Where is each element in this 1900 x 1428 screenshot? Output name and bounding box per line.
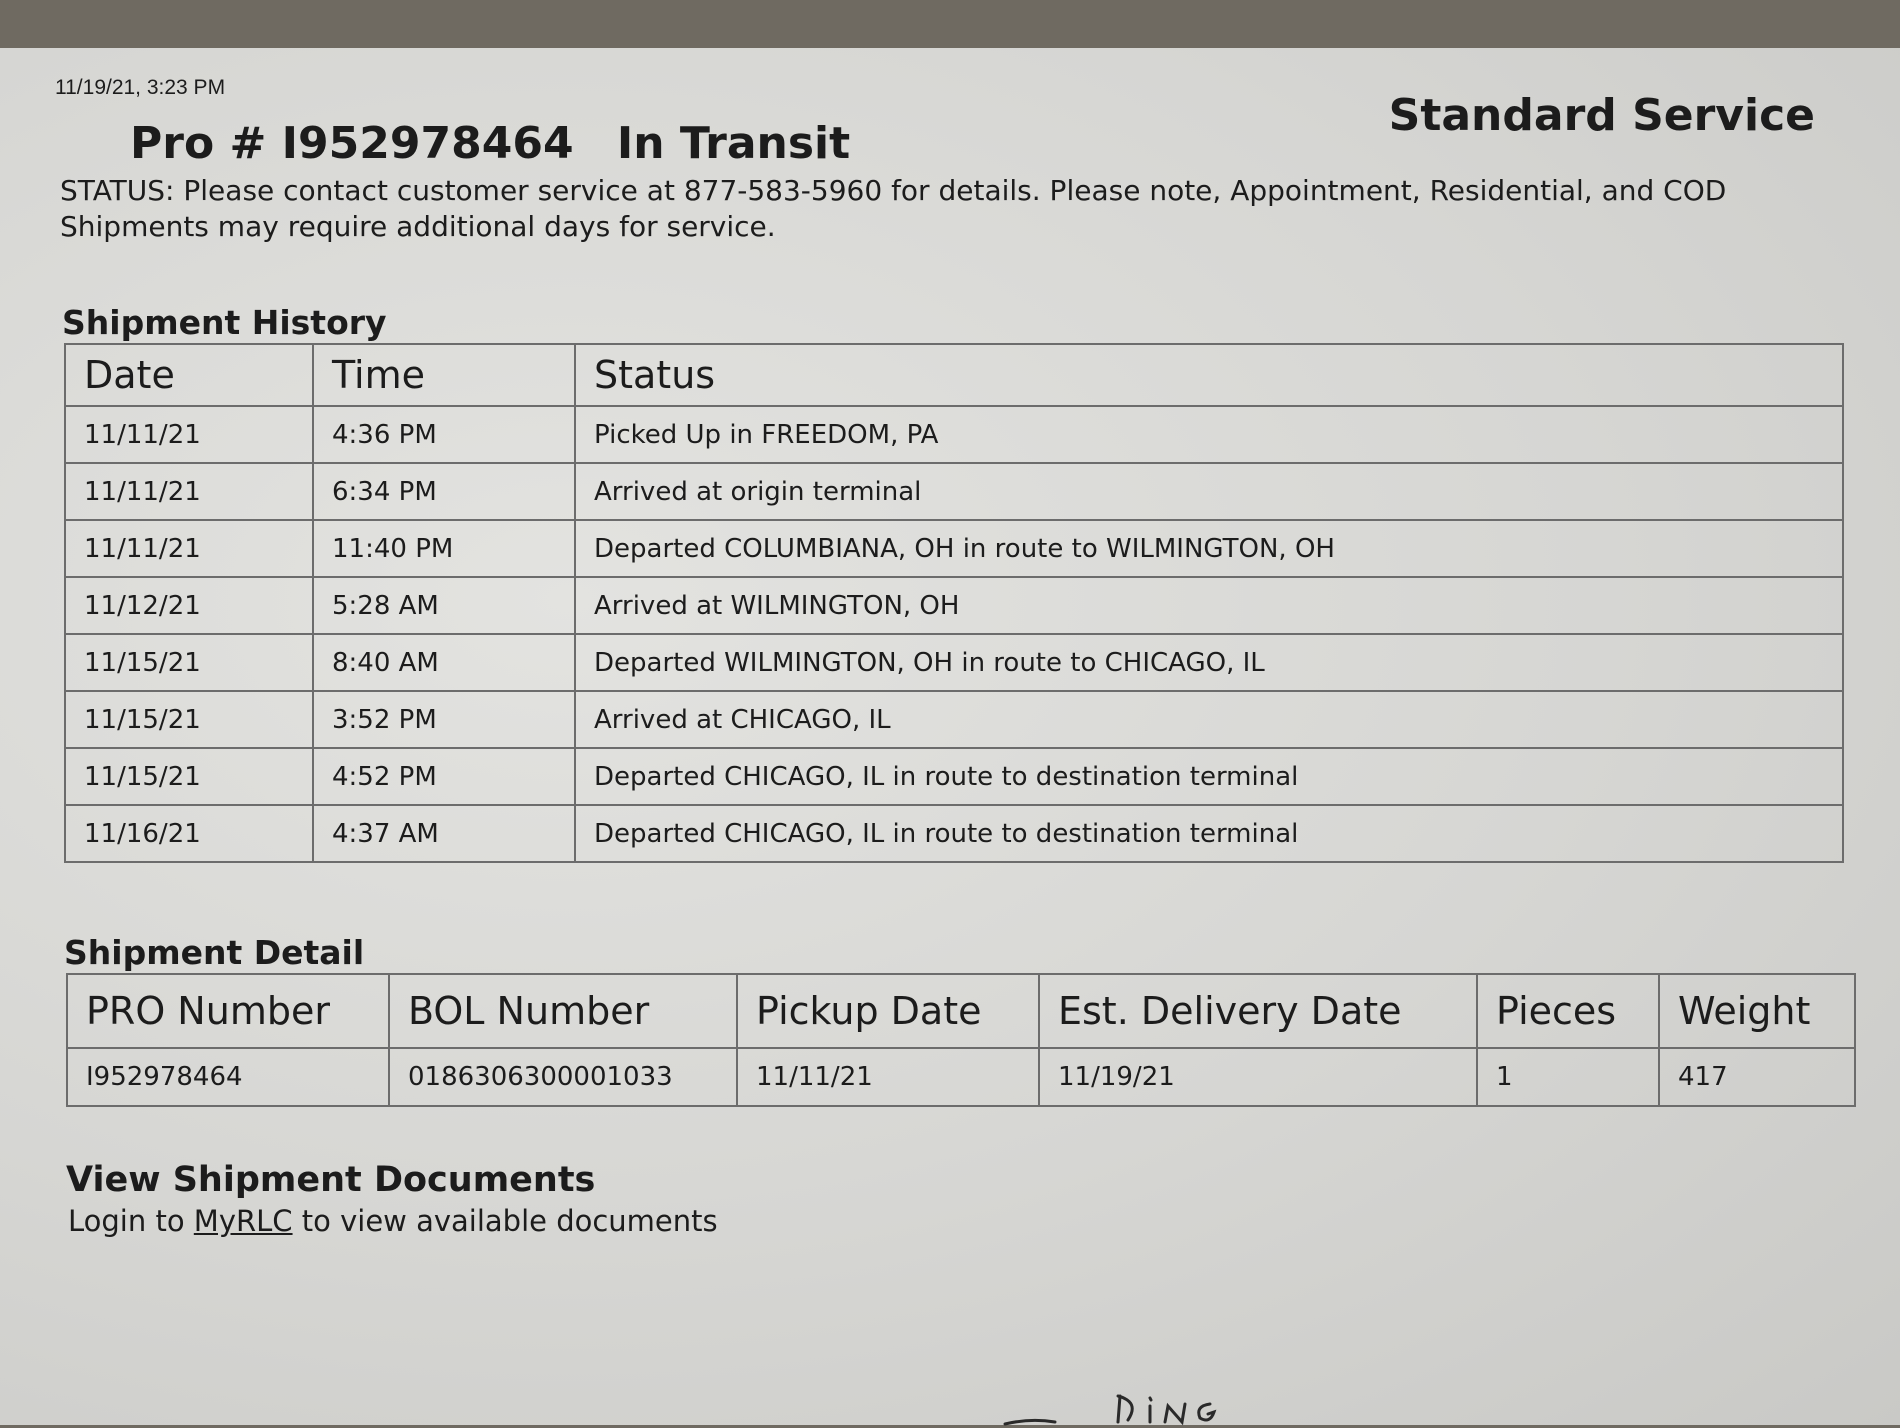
column-header-date: Date <box>65 344 313 406</box>
history-time: 4:36 PM <box>313 406 575 463</box>
pro-header <box>130 118 878 169</box>
column-header-time: Time <box>313 344 575 406</box>
history-date: 11/15/21 <box>65 634 313 691</box>
transit-status: In Transit <box>616 118 851 169</box>
shipment-history-table <box>64 343 1844 863</box>
detail-pro-number: I952978464 <box>67 1048 389 1106</box>
history-time: 5:28 AM <box>313 577 575 634</box>
table-row <box>67 1048 1855 1106</box>
shipment-history-title: Shipment History <box>62 303 387 342</box>
table-row <box>65 463 1843 520</box>
printed-page <box>0 48 1900 1425</box>
detail-header-row <box>67 974 1855 1048</box>
table-row <box>65 691 1843 748</box>
detail-est-delivery-date: 11/19/21 <box>1039 1048 1477 1106</box>
table-row <box>65 805 1843 862</box>
history-time: 8:40 AM <box>313 634 575 691</box>
history-date: 11/11/21 <box>65 463 313 520</box>
detail-pieces: 1 <box>1477 1048 1659 1106</box>
history-status: Arrived at CHICAGO, IL <box>575 691 1843 748</box>
history-status: Departed CHICAGO, IL in route to destination terminal <box>575 805 1843 862</box>
table-row <box>65 406 1843 463</box>
history-time: 4:52 PM <box>313 748 575 805</box>
column-header-pickup-date: Pickup Date <box>737 974 1039 1048</box>
documents-suffix: to view available documents <box>292 1204 718 1238</box>
detail-bol-number: 0186306300001033 <box>389 1048 737 1106</box>
history-status: Picked Up in FREEDOM, PA <box>575 406 1843 463</box>
history-time: 6:34 PM <box>313 463 575 520</box>
history-status: Departed COLUMBIANA, OH in route to WILMINGTON, OH <box>575 520 1843 577</box>
history-time: 3:52 PM <box>313 691 575 748</box>
service-level: Standard Service <box>1388 90 1815 141</box>
documents-prefix: Login to <box>68 1204 194 1238</box>
history-date: 11/12/21 <box>65 577 313 634</box>
handwritten-note <box>1000 1388 1320 1428</box>
column-header-est-delivery-date: Est. Delivery Date <box>1039 974 1477 1048</box>
column-header-pro-number: PRO Number <box>67 974 389 1048</box>
history-date: 11/11/21 <box>65 406 313 463</box>
history-status: Arrived at origin terminal <box>575 463 1843 520</box>
history-status: Arrived at WILMINGTON, OH <box>575 577 1843 634</box>
column-header-weight: Weight <box>1659 974 1855 1048</box>
print-timestamp: 11/19/21, 3:23 PM <box>55 76 226 99</box>
column-header-pieces: Pieces <box>1477 974 1659 1048</box>
table-row <box>65 748 1843 805</box>
pro-number-label: Pro # I952978464 <box>130 118 574 169</box>
table-row <box>65 577 1843 634</box>
history-status: Departed CHICAGO, IL in route to destination terminal <box>575 748 1843 805</box>
status-note: STATUS: Please contact customer service at 877-583-5960 for details. Please note, Appointment, Residential, and COD Shipments may require additional days for service. <box>60 174 1727 243</box>
column-header-status: Status <box>575 344 1843 406</box>
history-date: 11/16/21 <box>65 805 313 862</box>
shipment-detail-table <box>66 973 1856 1107</box>
detail-weight: 417 <box>1659 1048 1855 1106</box>
documents-instruction <box>68 1204 718 1238</box>
history-date: 11/11/21 <box>65 520 313 577</box>
history-time: 4:37 AM <box>313 805 575 862</box>
detail-pickup-date: 11/11/21 <box>737 1048 1039 1106</box>
shipment-detail-title: Shipment Detail <box>64 933 365 972</box>
history-date: 11/15/21 <box>65 691 313 748</box>
history-date: 11/15/21 <box>65 748 313 805</box>
history-time: 11:40 PM <box>313 520 575 577</box>
column-header-bol-number: BOL Number <box>389 974 737 1048</box>
table-row <box>65 520 1843 577</box>
table-row <box>65 634 1843 691</box>
myrlc-link[interactable]: MyRLC <box>193 1204 293 1238</box>
history-status: Departed WILMINGTON, OH in route to CHICAGO, IL <box>575 634 1843 691</box>
view-documents-title: View Shipment Documents <box>66 1160 596 1200</box>
history-header-row <box>65 344 1843 406</box>
